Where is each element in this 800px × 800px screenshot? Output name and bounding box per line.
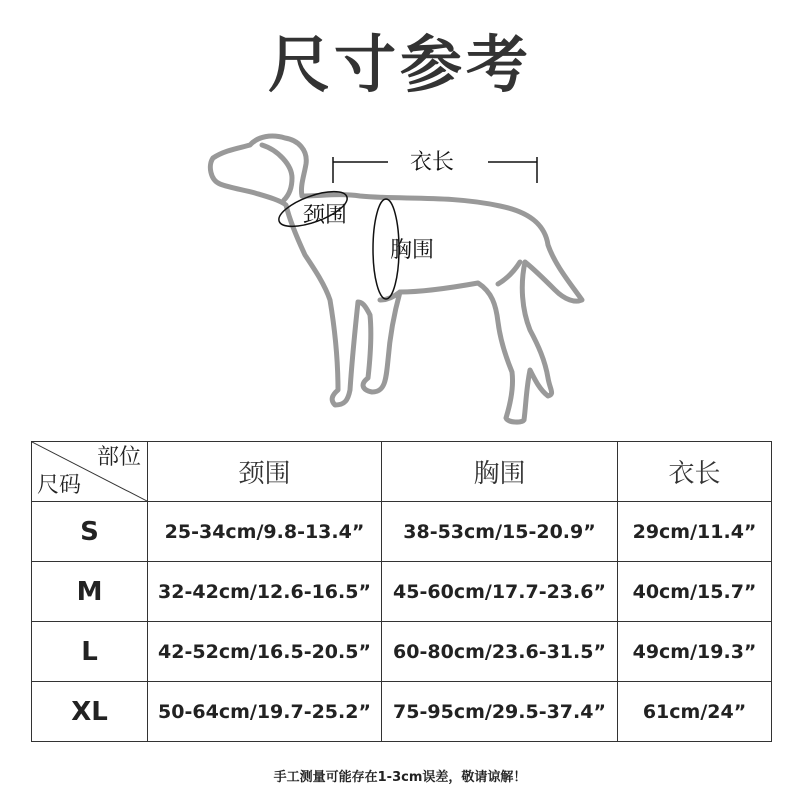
length-cell: 29cm/11.4”: [618, 502, 772, 562]
size-cell: S: [32, 502, 148, 562]
size-cell: XL: [32, 682, 148, 742]
header-chest: 胸围: [382, 442, 618, 502]
length-cell: 61cm/24”: [618, 682, 772, 742]
size-chart-table: [31, 441, 772, 742]
length-cell: 49cm/19.3”: [618, 622, 772, 682]
dog-outline-icon: [200, 125, 600, 435]
length-cell: 40cm/15.7”: [618, 562, 772, 622]
neck-cell: 42-52cm/16.5-20.5”: [148, 622, 382, 682]
table-header-row: [32, 442, 772, 502]
table-row: [32, 622, 772, 682]
size-cell: M: [32, 562, 148, 622]
page-title: 尺寸参考: [267, 28, 532, 101]
header-neck: 颈围: [148, 442, 382, 502]
chest-cell: 45-60cm/17.7-23.6”: [382, 562, 618, 622]
table-row: [32, 682, 772, 742]
neck-cell: 32-42cm/12.6-16.5”: [148, 562, 382, 622]
table-row: [32, 502, 772, 562]
measurement-note: 手工测量可能存在1-3cm误差，敬请谅解！: [273, 770, 527, 785]
corner-part-label: 部位: [96, 445, 141, 470]
chest-label: 胸围: [390, 238, 435, 263]
chest-cell: 75-95cm/29.5-37.4”: [382, 682, 618, 742]
neck-cell: 25-34cm/9.8-13.4”: [148, 502, 382, 562]
chest-cell: 60-80cm/23.6-31.5”: [382, 622, 618, 682]
neck-label: 颈围: [303, 203, 348, 228]
header-length: 衣长: [618, 442, 772, 502]
size-cell: L: [32, 622, 148, 682]
corner-size-label: 尺码: [37, 473, 82, 498]
corner-cell: [32, 442, 148, 502]
length-label: 衣长: [410, 150, 455, 175]
neck-cell: 50-64cm/19.7-25.2”: [148, 682, 382, 742]
chest-cell: 38-53cm/15-20.9”: [382, 502, 618, 562]
table-row: [32, 562, 772, 622]
